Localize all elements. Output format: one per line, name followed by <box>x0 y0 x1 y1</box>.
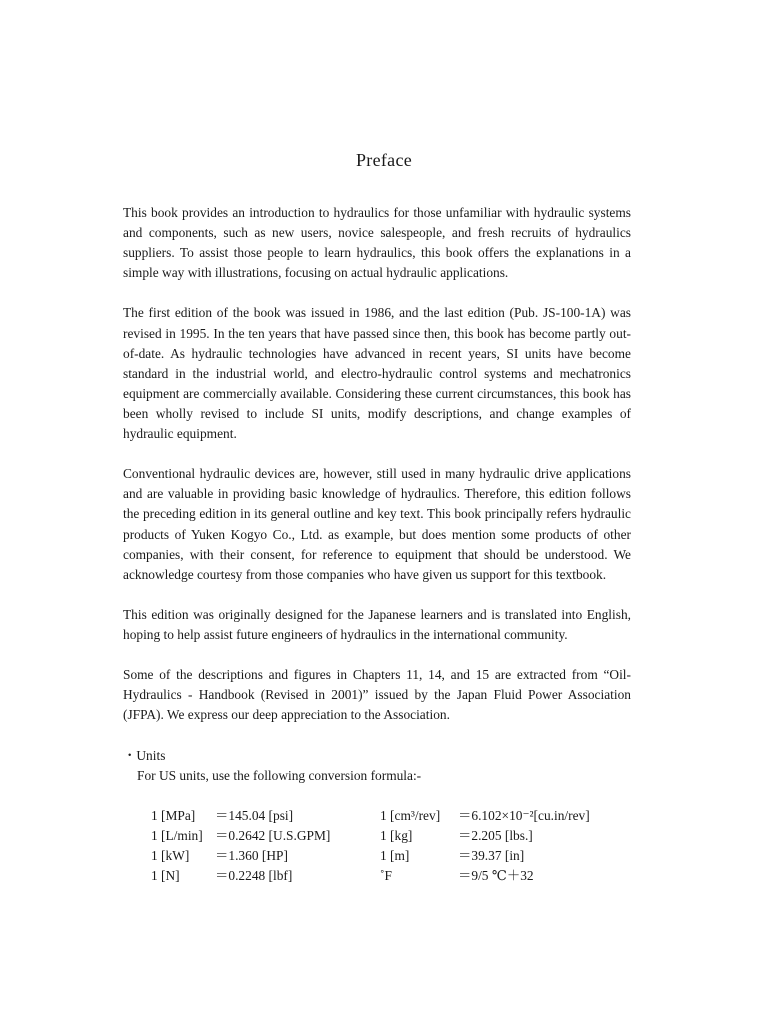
unit-right: 1 [kg] <box>380 827 413 843</box>
conversion-row <box>151 846 631 866</box>
page-title: Preface <box>355 150 413 170</box>
value-right: ＝39.37 [in] <box>458 847 525 863</box>
conversion-row <box>151 806 631 826</box>
paragraph-conventional: Conventional hydraulic devices are, however, still used in many hydraulic drive applications and are valuable in providing basic knowledge of hydraulics. Therefore, this edition follows the preceding edition in its general outline and key text. This book principally refers hydraulic products of Yuken Kogyo Co., Ltd. as example, but does mention some products of other companies, with their consent, for reference to equipment that should be understood. We acknowledge courtesy from those companies who have given us support for this textbook. <box>123 466 631 582</box>
paragraph-acknowledgement: Some of the descriptions and figures in Chapters 11, 14, and 15 are extracted from “Oil-Hydraulics - Handbook (Revised in 2001)” issued by the Japan Fluid Power Association (JFPA). We express our deep appreciation to the Association. <box>123 667 631 723</box>
unit-right: ˚F <box>380 868 392 883</box>
unit-left: 1 [L/min] <box>151 827 203 843</box>
units-heading: ・Units <box>123 747 166 763</box>
paragraph-intro: This book provides an introduction to hydraulics for those unfamiliar with hydraulic systems and components, such as new users, novice salespeople, and fresh recruits of hydraulics suppliers. To assist those people to learn hydraulics, this book offers the explanations in a simple way with illustrations, focusing on actual hydraulic applications. <box>123 205 631 281</box>
conversion-table <box>151 806 631 886</box>
value-left: ＝1.360 [HP] <box>215 847 288 863</box>
value-right: ＝6.102×10⁻²[cu.in/rev] <box>458 807 590 823</box>
preface-body <box>123 203 631 886</box>
conversion-row <box>151 866 631 886</box>
value-left: ＝0.2642 [U.S.GPM] <box>215 827 331 843</box>
value-left: ＝0.2248 [lbf] <box>215 868 293 883</box>
units-intro: For US units, use the following conversion formula:- <box>137 767 422 783</box>
unit-right: 1 [cm³/rev] <box>380 807 441 823</box>
paragraph-editions: The first edition of the book was issued in 1986, and the last edition (Pub. JS-100-1A) was revised in 1995. In the ten years that have passed since then, this book has become partly out-of-date. As hydraulic technologies have advanced in recent years, SI units have become standard in the industrial world, and electro-hydraulic control systems and mechatronics equipment are commercially available. Considering these current circumstances, this book has been wholly revised to include SI units, modify descriptions, and change examples of hydraulic equipment. <box>123 305 631 442</box>
paragraph-translation: This edition was originally designed for the Japanese learners and is translated into English, hoping to help assist future engineers of hydraulics in the international community. <box>123 606 631 642</box>
value-left: ＝145.04 [psi] <box>215 807 294 823</box>
unit-left: 1 [N] <box>151 868 180 883</box>
unit-right: 1 [m] <box>380 847 410 863</box>
value-right: ＝2.205 [lbs.] <box>458 827 533 843</box>
unit-left: 1 [kW] <box>151 847 190 863</box>
value-right: ＝9/5 ℃＋32 <box>458 868 534 883</box>
unit-left: 1 [MPa] <box>151 807 196 823</box>
conversion-row <box>151 826 631 846</box>
